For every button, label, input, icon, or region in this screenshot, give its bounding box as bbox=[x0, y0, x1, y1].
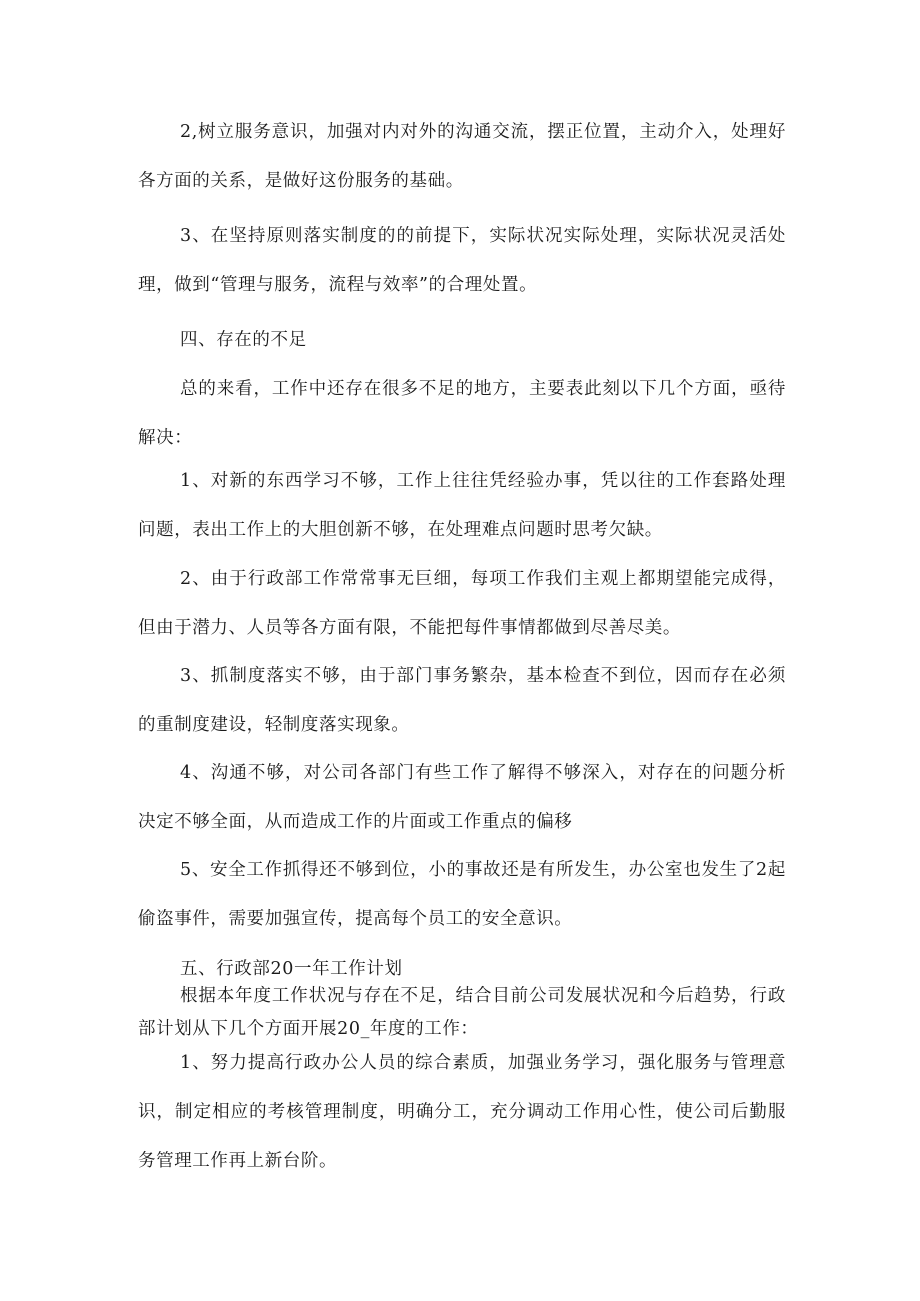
paragraph-work-plan-intro: 根据本年度工作状况与存在不足，结合目前公司发展状况和今后趋势，行政部计划从下几个方面开展20_年度的工作： bbox=[138, 986, 786, 1039]
paragraph-shortcoming-1: 1、对新的东西学习不够，工作上往往凭经验办事，凭以往的工作套路处理问题，表出工作上的大胆创新不够，在处理难点问题时思考欠缺。 bbox=[138, 471, 786, 540]
section-heading-shortcomings: 四、存在的不足 bbox=[180, 330, 307, 350]
paragraph-shortcoming-4: 4、沟通不够，对公司各部门有些工作了解得不够深入，对存在的问题分析决定不够全面，从而造成工作的片面或工作重点的偏移 bbox=[138, 763, 786, 832]
paragraph-work-plan-1: 1、努力提高行政办公人员的综合素质，加强业务学习，强化服务与管理意识，制定相应的考核管理制度，明确分工，充分调动工作用心性，使公司后勤服务管理工作再上新台阶。 bbox=[138, 1053, 786, 1171]
section-heading-work-plan: 五、行政部20一年工作计划 bbox=[180, 959, 403, 979]
paragraph-shortcoming-3: 3、抓制度落实不够，由于部门事务繁杂，基本检查不到位，因而存在必须的重制度建设，轻制度落实现象。 bbox=[138, 666, 786, 735]
paragraph-shortcoming-2: 2、由于行政部工作常常事无巨细，每项工作我们主观上都期望能完成得，但由于潜力、人员等各方面有限，不能把每件事情都做到尽善尽美。 bbox=[138, 569, 786, 638]
paragraph-shortcomings-intro: 总的来看，工作中还存在很多不足的地方，主要表此刻以下几个方面，亟待解决： bbox=[138, 379, 786, 448]
paragraph-service-awareness: 2,树立服务意识，加强对内对外的沟通交流，摆正位置，主动介入，处理好各方面的关系，是做好这份服务的基础。 bbox=[138, 122, 786, 191]
paragraph-principle-flexibility: 3、在坚持原则落实制度的的前提下，实际状况实际处理，实际状况灵活处理，做到“管理与服务，流程与效率”的合理处置。 bbox=[138, 226, 786, 295]
paragraph-shortcoming-5: 5、安全工作抓得还不够到位，小的事故还是有所发生，办公室也发生了2起偷盗事件，需要加强宣传，提高每个员工的安全意识。 bbox=[138, 860, 786, 929]
